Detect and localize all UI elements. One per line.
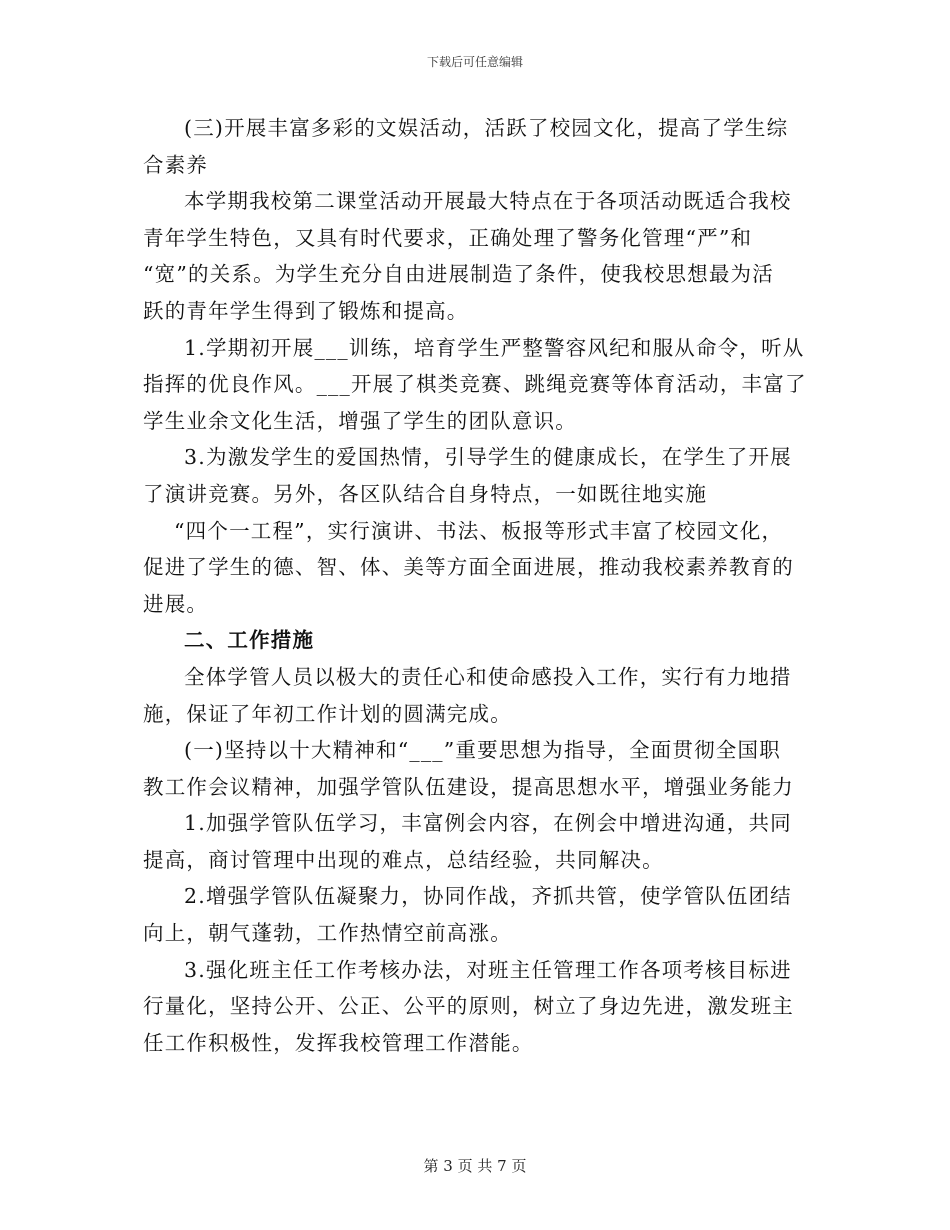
paragraph-line: 1.加强学管队伍学习，丰富例会内容，在例会中增进沟通，共同: [184, 811, 792, 836]
paragraph-line: 学生业余文化生活，增强了学生的团队意识。: [143, 408, 577, 433]
paragraph-line: 任工作积极性，发挥我校管理工作潜能。: [143, 1030, 534, 1055]
paragraph-line: 3.为激发学生的爱国热情，引导学生的健康成长，在学生了开展: [184, 445, 792, 470]
paragraph-line: 教工作会议精神，加强学管队伍建设，提高思想水平，增强业务能力: [143, 774, 794, 799]
paragraph-line: 本学期我校第二课堂活动开展最大特点在于各项活动既适合我校: [184, 189, 792, 214]
paragraph-line: 指挥的优良作风。___开展了棋类竞赛、跳绳竞赛等体育活动，丰富了: [143, 372, 807, 397]
paragraph-line: 1.学期初开展___训练，培育学生严整警容风纪和服从命令，听从: [184, 335, 805, 360]
page-number: 第 3 页 共 7 页: [423, 1157, 527, 1175]
paragraph-line: 全体学管人员以极大的责任心和使命感投入工作，实行有力地措: [184, 664, 792, 689]
paragraph-line: 3.强化班主任工作考核办法，对班主任管理工作各项考核目标进: [184, 957, 792, 982]
paragraph-line: 跃的青年学生得到了锻炼和提高。: [143, 298, 469, 323]
paragraph-line: “四个一工程”，实行演讲、书法、板报等形式丰富了校园文化，: [174, 518, 784, 543]
paragraph-line: 施，保证了年初工作计划的圆满完成。: [143, 701, 512, 726]
paragraph-line: “宽”的关系。为学生充分自由进展制造了条件，使我校思想最为活: [143, 262, 774, 287]
paragraph-line: 促进了学生的德、智、体、美等方面全面进展，推动我校素养教育的: [143, 555, 794, 580]
paragraph-line: 合素养: [143, 152, 209, 177]
header-note: 下载后可任意编辑: [426, 55, 523, 69]
document-body: [143, 110, 823, 1061]
paragraph-line: 2.增强学管队伍凝聚力，协同作战，齐抓共管，使学管队伍团结: [184, 884, 792, 909]
paragraph-line: 行量化，坚持公开、公正、公平的原则，树立了身边先进，激发班主: [143, 994, 794, 1019]
paragraph-line: 向上，朝气蓬勃，工作热情空前高涨。: [143, 921, 512, 946]
paragraph-line: (一)坚持以十大精神和“___”重要思想为指导，全面贯彻全国职: [184, 738, 781, 763]
paragraph-line: 青年学生特色，又具有时代要求，正确处理了警务化管理“严”和: [143, 225, 753, 250]
paragraph-line: 进展。: [143, 591, 209, 616]
section-heading: 二、工作措施: [184, 628, 315, 653]
paragraph-line: (三)开展丰富多彩的文娱活动，活跃了校园文化，提高了学生综: [184, 116, 789, 140]
paragraph-line: 了演讲竞赛。另外，各区队结合自身特点，一如既往地实施: [143, 481, 708, 506]
paragraph-line: 提高，商讨管理中出现的难点，总结经验，共同解决。: [143, 847, 664, 872]
